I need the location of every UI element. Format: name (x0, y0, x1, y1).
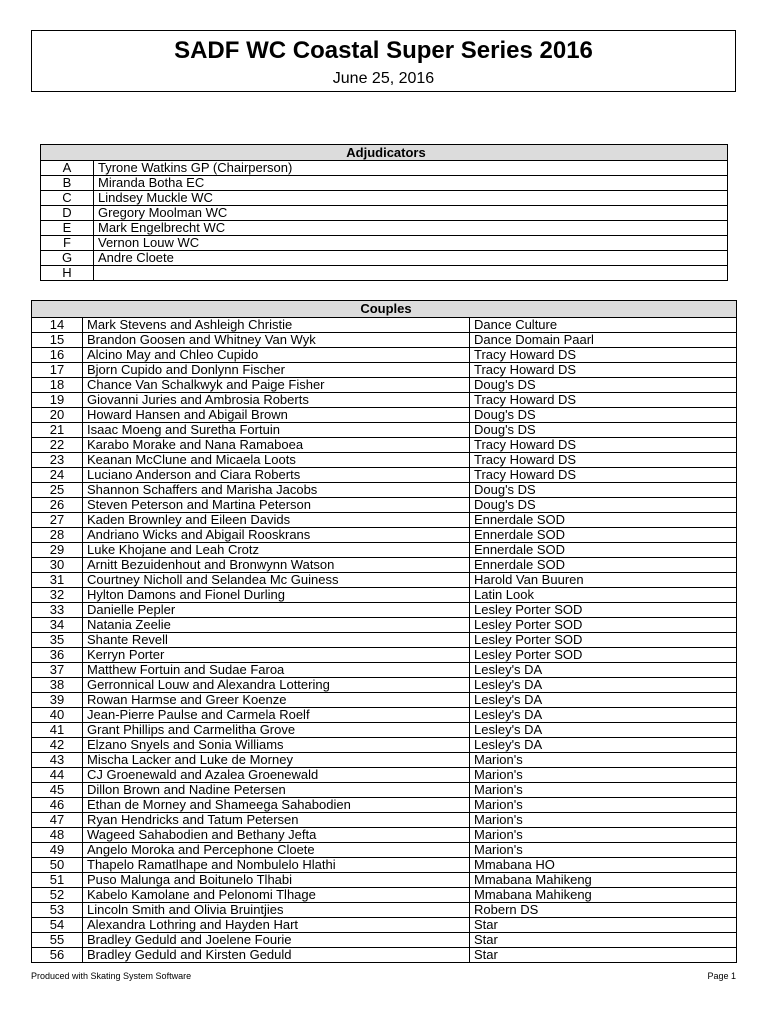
page-number: Page 1 (707, 971, 736, 981)
adjudicators-table (40, 144, 728, 281)
couple-row (32, 573, 737, 588)
couple-number: 45 (32, 783, 83, 798)
couple-studio: Mmabana Mahikeng (470, 888, 737, 903)
couple-row (32, 768, 737, 783)
couple-number: 22 (32, 438, 83, 453)
couple-number: 34 (32, 618, 83, 633)
couple-studio: Lesley's DA (470, 663, 737, 678)
couple-row (32, 783, 737, 798)
couple-number: 31 (32, 573, 83, 588)
couple-number: 46 (32, 798, 83, 813)
couple-number: 23 (32, 453, 83, 468)
couple-names: Thapelo Ramatlhape and Nombulelo Hlathi (83, 858, 470, 873)
couple-number: 50 (32, 858, 83, 873)
couple-names: Karabo Morake and Nana Ramaboea (83, 438, 470, 453)
title-box (31, 30, 736, 92)
couple-row (32, 708, 737, 723)
adjudicator-code: F (41, 236, 94, 251)
couple-names: Arnitt Bezuidenhout and Bronwynn Watson (83, 558, 470, 573)
couple-row (32, 948, 737, 963)
couple-studio: Marion's (470, 753, 737, 768)
couple-number: 24 (32, 468, 83, 483)
couple-names: Brandon Goosen and Whitney Van Wyk (83, 333, 470, 348)
couple-names: Chance Van Schalkwyk and Paige Fisher (83, 378, 470, 393)
couple-studio: Tracy Howard DS (470, 453, 737, 468)
couple-names: CJ Groenewald and Azalea Groenewald (83, 768, 470, 783)
adjudicators-heading: Adjudicators (41, 145, 728, 161)
couple-number: 36 (32, 648, 83, 663)
couple-studio: Tracy Howard DS (470, 393, 737, 408)
couple-number: 33 (32, 603, 83, 618)
couple-number: 40 (32, 708, 83, 723)
couple-studio: Doug's DS (470, 483, 737, 498)
couple-number: 56 (32, 948, 83, 963)
couples-table (31, 300, 737, 963)
couple-studio: Lesley Porter SOD (470, 633, 737, 648)
couple-row (32, 693, 737, 708)
couple-row (32, 738, 737, 753)
couple-number: 37 (32, 663, 83, 678)
couple-studio: Robern DS (470, 903, 737, 918)
couple-row (32, 753, 737, 768)
couple-row (32, 618, 737, 633)
couple-names: Andriano Wicks and Abigail Rooskrans (83, 528, 470, 543)
couple-studio: Lesley Porter SOD (470, 618, 737, 633)
couple-names: Hylton Damons and Fionel Durling (83, 588, 470, 603)
couple-number: 26 (32, 498, 83, 513)
couple-studio: Star (470, 933, 737, 948)
couple-studio: Latin Look (470, 588, 737, 603)
couple-number: 41 (32, 723, 83, 738)
couple-names: Kerryn Porter (83, 648, 470, 663)
couple-row (32, 633, 737, 648)
couple-studio: Marion's (470, 783, 737, 798)
couple-row (32, 663, 737, 678)
couple-studio: Lesley's DA (470, 723, 737, 738)
couple-names: Luciano Anderson and Ciara Roberts (83, 468, 470, 483)
couple-names: Lincoln Smith and Olivia Bruintjies (83, 903, 470, 918)
adjudicator-code: H (41, 266, 94, 281)
couple-number: 52 (32, 888, 83, 903)
couple-row (32, 723, 737, 738)
couple-names: Grant Phillips and Carmelitha Grove (83, 723, 470, 738)
couple-studio: Mmabana Mahikeng (470, 873, 737, 888)
couple-row (32, 513, 737, 528)
couple-names: Shante Revell (83, 633, 470, 648)
couple-number: 16 (32, 348, 83, 363)
couple-studio: Mmabana HO (470, 858, 737, 873)
couple-studio: Ennerdale SOD (470, 513, 737, 528)
couple-names: Courtney Nicholl and Selandea Mc Guiness (83, 573, 470, 588)
couple-studio: Dance Culture (470, 318, 737, 333)
couple-names: Elzano Snyels and Sonia Williams (83, 738, 470, 753)
couple-row (32, 438, 737, 453)
couple-number: 51 (32, 873, 83, 888)
couple-studio: Dance Domain Paarl (470, 333, 737, 348)
couple-studio: Doug's DS (470, 423, 737, 438)
couple-number: 43 (32, 753, 83, 768)
couple-names: Puso Malunga and Boitunelo Tlhabi (83, 873, 470, 888)
couple-names: Shannon Schaffers and Marisha Jacobs (83, 483, 470, 498)
couple-row (32, 873, 737, 888)
couple-row (32, 393, 737, 408)
couple-studio: Lesley's DA (470, 678, 737, 693)
couple-row (32, 918, 737, 933)
couple-studio: Star (470, 918, 737, 933)
couple-studio: Lesley Porter SOD (470, 648, 737, 663)
couple-row (32, 558, 737, 573)
couple-studio: Tracy Howard DS (470, 363, 737, 378)
couple-names: Kaden Brownley and Eileen Davids (83, 513, 470, 528)
event-date: June 25, 2016 (332, 70, 435, 87)
page-title: SADF WC Coastal Super Series 2016 (174, 37, 593, 64)
couple-names: Mark Stevens and Ashleigh Christie (83, 318, 470, 333)
adjudicator-name: Tyrone Watkins GP (Chairperson) (94, 161, 728, 176)
couple-number: 18 (32, 378, 83, 393)
couple-studio: Marion's (470, 768, 737, 783)
couple-names: Isaac Moeng and Suretha Fortuin (83, 423, 470, 438)
couple-number: 30 (32, 558, 83, 573)
adjudicator-row (41, 266, 728, 281)
couple-number: 20 (32, 408, 83, 423)
couple-names: Angelo Moroka and Percephone Cloete (83, 843, 470, 858)
couple-row (32, 468, 737, 483)
couple-studio: Tracy Howard DS (470, 438, 737, 453)
adjudicator-code: A (41, 161, 94, 176)
couple-studio: Star (470, 948, 737, 963)
adjudicator-code: C (41, 191, 94, 206)
couple-studio: Tracy Howard DS (470, 348, 737, 363)
couple-row (32, 903, 737, 918)
couple-row (32, 378, 737, 393)
couple-row (32, 603, 737, 618)
couple-row (32, 888, 737, 903)
couple-names: Ethan de Morney and Shameega Sahabodien (83, 798, 470, 813)
adjudicator-name: Vernon Louw WC (94, 236, 728, 251)
couple-number: 35 (32, 633, 83, 648)
adjudicator-code: G (41, 251, 94, 266)
couple-number: 39 (32, 693, 83, 708)
adjudicator-code: E (41, 221, 94, 236)
couple-names: Keanan McClune and Micaela Loots (83, 453, 470, 468)
couple-number: 15 (32, 333, 83, 348)
adjudicator-name (94, 266, 728, 281)
adjudicator-row (41, 236, 728, 251)
couple-studio: Doug's DS (470, 408, 737, 423)
couple-row (32, 408, 737, 423)
couple-names: Luke Khojane and Leah Crotz (83, 543, 470, 558)
couple-row (32, 933, 737, 948)
adjudicator-row (41, 161, 728, 176)
adjudicator-name: Miranda Botha EC (94, 176, 728, 191)
couple-studio: Lesley's DA (470, 738, 737, 753)
couple-row (32, 453, 737, 468)
couple-number: 21 (32, 423, 83, 438)
couple-row (32, 828, 737, 843)
couple-studio: Doug's DS (470, 498, 737, 513)
couple-studio: Ennerdale SOD (470, 558, 737, 573)
couple-studio: Doug's DS (470, 378, 737, 393)
couple-number: 42 (32, 738, 83, 753)
couple-names: Alcino May and Chleo Cupido (83, 348, 470, 363)
couple-row (32, 333, 737, 348)
couple-names: Danielle Pepler (83, 603, 470, 618)
couple-studio: Ennerdale SOD (470, 528, 737, 543)
couple-names: Wageed Sahabodien and Bethany Jefta (83, 828, 470, 843)
couple-row (32, 648, 737, 663)
adjudicator-row (41, 206, 728, 221)
couple-row (32, 543, 737, 558)
adjudicator-name: Andre Cloete (94, 251, 728, 266)
couple-row (32, 678, 737, 693)
couple-names: Alexandra Lothring and Hayden Hart (83, 918, 470, 933)
couple-row (32, 318, 737, 333)
couple-number: 53 (32, 903, 83, 918)
couple-number: 55 (32, 933, 83, 948)
couple-row (32, 588, 737, 603)
couple-number: 47 (32, 813, 83, 828)
couple-names: Bradley Geduld and Kirsten Geduld (83, 948, 470, 963)
adjudicator-name: Lindsey Muckle WC (94, 191, 728, 206)
adjudicator-row (41, 191, 728, 206)
couple-number: 32 (32, 588, 83, 603)
couple-number: 29 (32, 543, 83, 558)
adjudicator-row (41, 176, 728, 191)
couple-number: 27 (32, 513, 83, 528)
couple-studio: Marion's (470, 828, 737, 843)
couple-names: Giovanni Juries and Ambrosia Roberts (83, 393, 470, 408)
couple-studio: Lesley's DA (470, 708, 737, 723)
couple-studio: Tracy Howard DS (470, 468, 737, 483)
couple-studio: Ennerdale SOD (470, 543, 737, 558)
couple-names: Rowan Harmse and Greer Koenze (83, 693, 470, 708)
couple-names: Kabelo Kamolane and Pelonomi Tlhage (83, 888, 470, 903)
adjudicator-row (41, 251, 728, 266)
adjudicator-name: Gregory Moolman WC (94, 206, 728, 221)
couple-names: Natania Zeelie (83, 618, 470, 633)
couple-names: Gerronnical Louw and Alexandra Lottering (83, 678, 470, 693)
couple-names: Jean-Pierre Paulse and Carmela Roelf (83, 708, 470, 723)
couple-names: Bjorn Cupido and Donlynn Fischer (83, 363, 470, 378)
adjudicator-code: B (41, 176, 94, 191)
couple-number: 38 (32, 678, 83, 693)
couple-studio: Harold Van Buuren (470, 573, 737, 588)
couple-row (32, 423, 737, 438)
couple-number: 17 (32, 363, 83, 378)
couple-row (32, 483, 737, 498)
adjudicator-name: Mark Engelbrecht WC (94, 221, 728, 236)
couple-studio: Marion's (470, 843, 737, 858)
couple-studio: Marion's (470, 798, 737, 813)
couple-names: Mischa Lacker and Luke de Morney (83, 753, 470, 768)
adjudicator-code: D (41, 206, 94, 221)
couple-row (32, 348, 737, 363)
adjudicator-row (41, 221, 728, 236)
couple-studio: Lesley's DA (470, 693, 737, 708)
couple-number: 14 (32, 318, 83, 333)
couple-names: Ryan Hendricks and Tatum Petersen (83, 813, 470, 828)
couple-studio: Marion's (470, 813, 737, 828)
couple-number: 54 (32, 918, 83, 933)
couple-row (32, 858, 737, 873)
couple-row (32, 798, 737, 813)
couple-row (32, 843, 737, 858)
couple-names: Matthew Fortuin and Sudae Faroa (83, 663, 470, 678)
couple-number: 28 (32, 528, 83, 543)
couple-row (32, 363, 737, 378)
couple-number: 44 (32, 768, 83, 783)
couple-number: 25 (32, 483, 83, 498)
footer-credit: Produced with Skating System Software (31, 971, 192, 981)
couples-heading: Couples (32, 301, 737, 318)
couple-row (32, 498, 737, 513)
couple-number: 19 (32, 393, 83, 408)
couple-names: Howard Hansen and Abigail Brown (83, 408, 470, 423)
couple-row (32, 813, 737, 828)
couple-number: 48 (32, 828, 83, 843)
couple-names: Steven Peterson and Martina Peterson (83, 498, 470, 513)
couple-names: Bradley Geduld and Joelene Fourie (83, 933, 470, 948)
couple-number: 49 (32, 843, 83, 858)
couple-row (32, 528, 737, 543)
couple-names: Dillon Brown and Nadine Petersen (83, 783, 470, 798)
couple-studio: Lesley Porter SOD (470, 603, 737, 618)
